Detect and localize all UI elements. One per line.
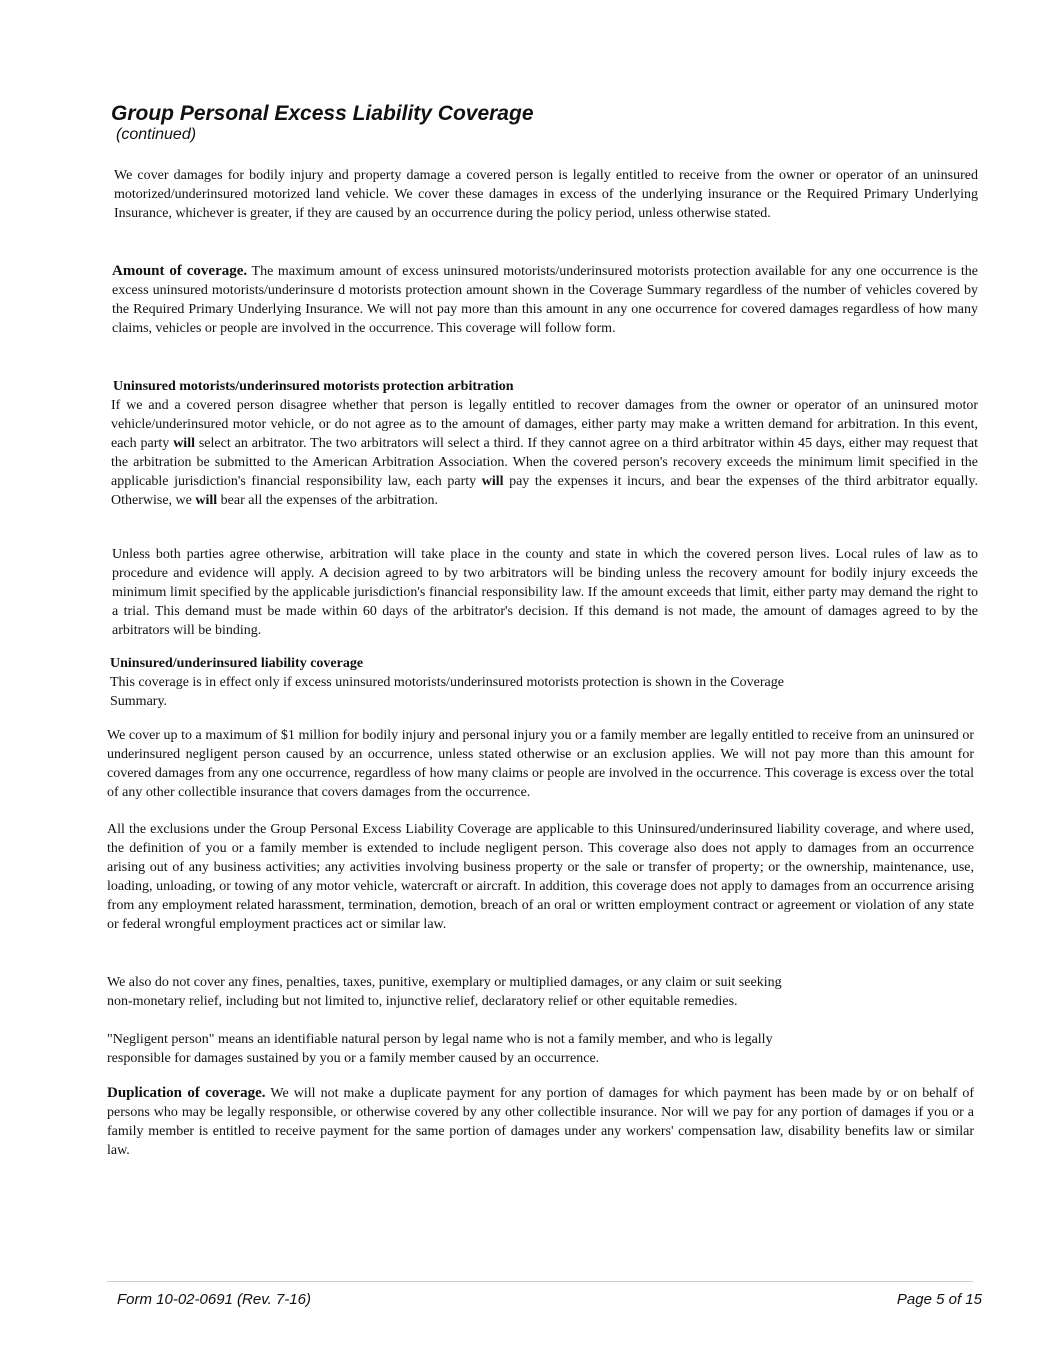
page-number: Page 5 of 15: [896, 1291, 982, 1308]
arbitration-text-a: If we and a covered person disagree whether that person is legally entitled to recover damages from the owner or operator of an uninsured motor vehicle/underinsured motor vehicle, or do not agree as to the amount of damages, either party may make a written demand for arbitration. In this event, each party: [111, 398, 978, 451]
intro-paragraph: We cover damages for bodily injury and property damage a covered person is legally entitled to receive from the owner or operator of an uninsured motorized/underinsured motorized land vehicle. We cover these damages in excess of the underlying insurance or the Required Primary Underlying Insurance, whichever is greater, if they are caused by an occurrence during the policy period, unless otherwise stated.: [114, 168, 978, 221]
amount-of-coverage-lead: Amount of coverage.: [112, 263, 248, 279]
liability-line-2: Summary.: [110, 694, 168, 709]
arbitration-text-b: select an arbitrator. The two arbitrators will select a third. If they cannot agree on a third arbitrator within 45 days, either may request that the arbitration be submitted to the American Arbitration Association. When the covered person's recovery exceeds the minimum limit specified in the applicable jurisdiction's financial responsibility law, each party: [111, 436, 978, 489]
duplication-paragraph: [107, 1084, 974, 1160]
arbitration-text-c: pay the expenses it incurs, and bear the expenses of the third arbitrator equally. Otherwise, we: [111, 474, 978, 508]
arbitration-paragraph-2: Unless both parties agree otherwise, arbitration will take place in the county and state in which the covered person lives. Local rules of law as to procedure and evidence will apply. A decision agreed to by two arbitrators will be binding unless the recovery amount for bodily injury exceeds the minimum limit specified by the applicable jurisdiction's financial responsibility law. If the amount exceeds that limit, either party may demand the right to a trial. This demand must be made within 60 days of the arbitrator's decision. If this demand is not made, the amount of damages agreed to by the arbitrators will be binding.: [112, 547, 978, 638]
page-subtitle: (continued): [116, 126, 197, 143]
footer-divider: [107, 1281, 973, 1282]
exclusions-paragraph: All the exclusions under the Group Personal Excess Liability Coverage are applicable to this Uninsured/underinsured liability coverage, and where used, the definition of you or a family member is extended to include negligent person. This coverage also does not apply to damages from an occurrence arising out of any business activities; any activities involving business property or the sale or transfer of property; or the ownership, maintenance, use, loading, unloading, or towing of any motor vehicle, watercraft or aircraft. In addition, this coverage does not apply to damages from an occurrence arising from any employment related harassment, termination, demotion, breach of an oral or written employment contract or agreement or violation of any state or federal wrongful employment practices act or similar law.: [107, 822, 974, 932]
arbitration-text-d: bear all the expenses of the arbitration.: [217, 493, 438, 508]
amount-of-coverage-body: The maximum amount of excess uninsured motorists/underinsured motorists protection available for any one occurrence is the excess uninsured motorists/underinsure d motorists protection amount shown in the Coverage Summary regardless of the number of vehicles covered by the Required Primary Underlying Insurance. We will not pay more than this amount in any one occurrence for covered damages regardless of how many claims, vehicles or people are involved in the occurrence. This coverage will follow form.: [112, 264, 979, 336]
liability-heading: Uninsured/underinsured liability coverage: [110, 656, 364, 671]
page-title: Group Personal Excess Liability Coverage: [111, 102, 534, 125]
liability-line-1: This coverage is in effect only if excess uninsured motorists/underinsured motorists protection is shown in the Coverage: [110, 675, 784, 690]
duplication-lead: Duplication of coverage.: [107, 1085, 266, 1101]
cover-up-to-paragraph: We cover up to a maximum of $1 million for bodily injury and personal injury you or a family member are legally entitled to receive from an uninsured or underinsured negligent person caused by an occurrence, unless stated otherwise or an exclusion applies. We will not pay more than this amount for covered damages from any one occurrence, regardless of how many claims or people are involved in the occurrence. This coverage is excess over the total of any other collectible insurance that covers damages from the occurrence.: [107, 728, 974, 800]
negligent-person-line-1: "Negligent person" means an identifiable natural person by legal name who is not a family member, and who is legally: [107, 1032, 773, 1047]
arbitration-paragraph-1: [111, 396, 978, 510]
arbitration-heading: Uninsured motorists/underinsured motorists protection arbitration: [113, 379, 514, 394]
fines-line-2: non-monetary relief, including but not limited to, injunctive relief, declaratory relief or other equitable remedies.: [107, 994, 738, 1009]
will-emphasis: will: [481, 474, 504, 489]
negligent-person-line-2: responsible for damages sustained by you or a family member caused by an occurrence.: [107, 1051, 600, 1066]
fines-line-1: We also do not cover any fines, penalties, taxes, punitive, exemplary or multiplied damages, or any claim or suit seeking: [107, 975, 782, 990]
amount-of-coverage-paragraph: [112, 262, 978, 338]
form-number: Form 10-02-0691 (Rev. 7-16): [117, 1291, 311, 1308]
will-emphasis: will: [173, 436, 195, 451]
duplication-body: We will not make a duplicate payment for any portion of damages for which payment has been made by or on behalf of persons who may be legally responsible, or otherwise covered by any other collectible insurance. Nor will we pay for any portion of damages if you or a family member is entitled to receive payment for the same portion of damages under any workers' compensation law, disability benefits law or similar law.: [107, 1086, 974, 1158]
will-emphasis: will: [195, 493, 218, 508]
